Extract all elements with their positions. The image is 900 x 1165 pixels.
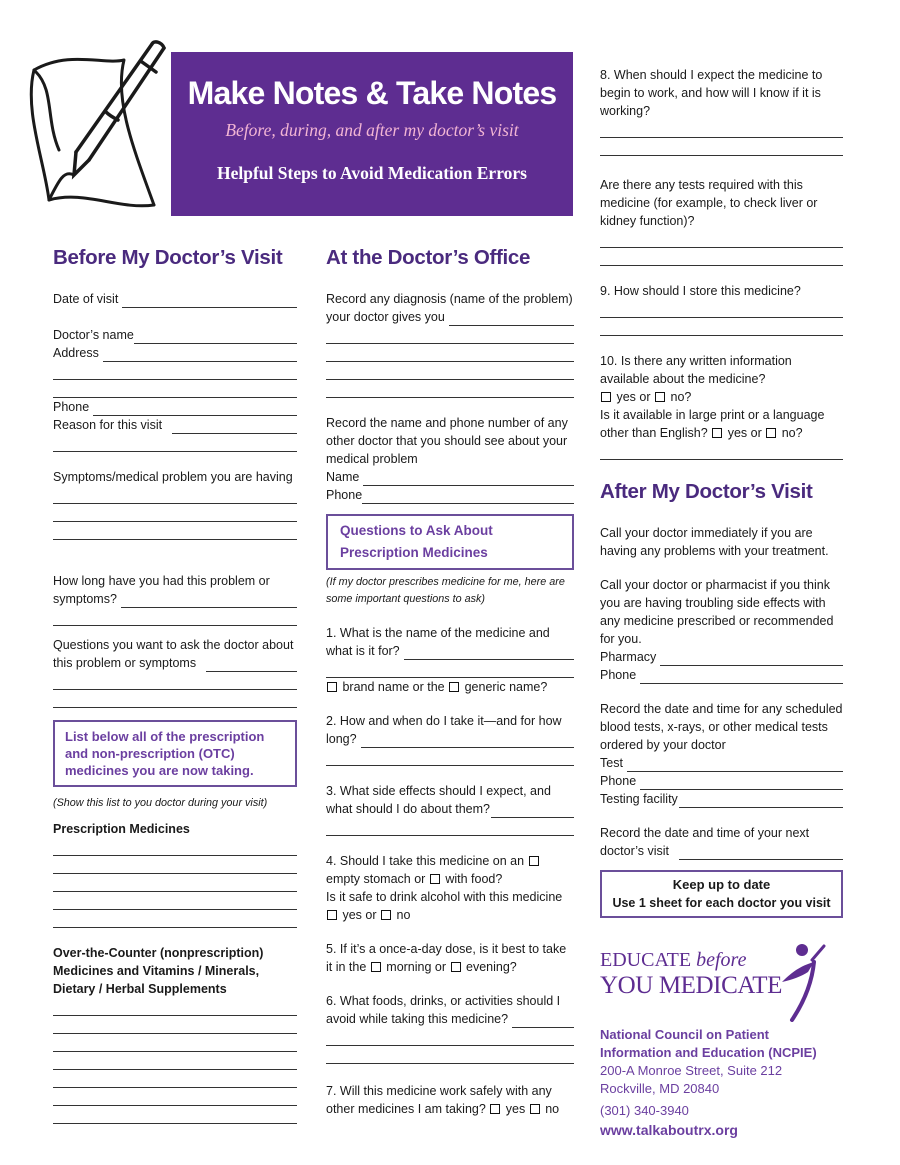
symptoms-line[interactable] [53, 522, 297, 540]
prescription-line[interactable] [53, 874, 297, 892]
otc-heading-2: Medicines and Vitamins / Minerals, [53, 964, 260, 978]
checkbox-icon[interactable] [327, 682, 337, 692]
test-phone-field[interactable] [600, 772, 843, 790]
phone-field[interactable] [53, 398, 297, 416]
prescription-line[interactable] [53, 838, 297, 856]
date-label: Date of visit [53, 292, 119, 306]
checkbox-icon[interactable] [449, 682, 459, 692]
q10-label-2: available about the medicine? [600, 372, 766, 386]
address-line-2: Rockville, MD 20840 [600, 1081, 720, 1096]
q3-label: 3. What side effects should I expect, and [326, 784, 551, 798]
q8-label: 8. When should I expect the medicine to begin to work, and how will I know if it is working? [600, 68, 823, 118]
keep-up-to-date-box [600, 870, 843, 918]
tests-line[interactable] [600, 230, 843, 248]
name-label: Name [326, 470, 360, 484]
q7-label-2: other medicines I am taking? [326, 1102, 486, 1116]
no-label: no? [670, 390, 692, 404]
doctor-office-heading: At the Doctor’s Office [326, 246, 531, 269]
q1-field[interactable] [326, 642, 574, 660]
prescription-heading: Prescription Medicines [53, 822, 190, 836]
call-immediately-text: Call your doctor immediately if you are having any problems with your treatment. [600, 526, 829, 558]
otc-line[interactable] [53, 1106, 297, 1124]
q4-label-3: with food? [445, 872, 503, 886]
address-line[interactable] [53, 380, 297, 398]
q5-label: 5. If it’s a once-a-day dose, is it best to take [326, 942, 567, 956]
title-banner [171, 52, 573, 216]
before-visit-heading: Before My Doctor’s Visit [53, 246, 283, 269]
how-long-label: How long have you had this problem or [53, 574, 270, 588]
no-label: no [545, 1102, 560, 1116]
test-field[interactable] [600, 754, 843, 772]
q1-label-2: what is it for? [326, 644, 400, 658]
diagnosis-line[interactable] [326, 326, 574, 344]
checkbox-icon[interactable] [327, 910, 337, 920]
no-label: no [396, 908, 411, 922]
q3-line[interactable] [326, 818, 574, 836]
q6-label: 6. What foods, drinks, or activities should I [326, 994, 561, 1008]
yes-label: yes or [342, 908, 377, 922]
questions-box [326, 514, 574, 570]
facility-label: Testing facility [600, 792, 678, 806]
yes-label: yes or [616, 390, 651, 404]
otc-line[interactable] [53, 1088, 297, 1106]
q3-field[interactable] [326, 800, 574, 818]
keep-up-title: Keep up to date [672, 877, 771, 892]
otc-line[interactable] [53, 1070, 297, 1088]
q9-label: 9. How should I store this medicine? [600, 284, 801, 298]
q10-line[interactable] [600, 442, 843, 460]
pharmacy-label: Pharmacy [600, 650, 657, 664]
phone-label: Phone [53, 400, 90, 414]
questions-label: Questions you want to ask the doctor about [53, 638, 294, 652]
diagnosis-line[interactable] [326, 362, 574, 380]
q7-label: 7. Will this medicine work safely with any [326, 1084, 552, 1098]
prescription-line[interactable] [53, 910, 297, 928]
q4-options [326, 870, 574, 888]
generic-label: generic name? [464, 680, 548, 694]
next-visit-label-2: doctor’s visit [600, 844, 670, 858]
next-visit-label: Record the date and time of your next [600, 826, 810, 840]
pharmacy-field[interactable] [600, 648, 843, 666]
after-visit-column [600, 66, 843, 1140]
questions-note: (If my doctor prescribes medicine for me, here are some important questions to ask) [326, 576, 565, 605]
q3-label-2: what should I do about them? [326, 802, 491, 816]
checkbox-icon[interactable] [766, 428, 776, 438]
logo-line-2: YOU MEDICATE [600, 972, 782, 999]
keep-up-subtitle: Use 1 sheet for each doctor you visit [612, 896, 831, 910]
other-doctor-phone-field[interactable] [326, 486, 574, 504]
checkbox-icon[interactable] [712, 428, 722, 438]
q1-label: 1. What is the name of the medicine and [326, 626, 550, 640]
address-line-1: 200-A Monroe Street, Suite 212 [600, 1063, 783, 1078]
checkbox-icon[interactable] [529, 856, 539, 866]
phone-number: (301) 340-3940 [600, 1103, 689, 1118]
q4-label [326, 852, 574, 870]
test-label: Test [600, 756, 623, 770]
questions-field[interactable] [53, 654, 297, 672]
pharmacy-phone-field[interactable] [600, 666, 843, 684]
how-long-line[interactable] [53, 608, 297, 626]
checkbox-icon[interactable] [451, 962, 461, 972]
otc-line[interactable] [53, 1052, 297, 1070]
q6-line[interactable] [326, 1028, 574, 1046]
otc-line[interactable] [53, 998, 297, 1016]
q2-label-2: long? [326, 732, 357, 746]
tests-label: Are there any tests required with this medicine (for example, to check liver or kidney function)? [600, 178, 818, 228]
testing-facility-field[interactable] [600, 790, 843, 808]
phone-label: Phone [600, 668, 637, 682]
next-visit-field[interactable] [600, 842, 843, 860]
after-visit-heading: After My Doctor’s Visit [600, 480, 813, 503]
phone-label: Phone [600, 774, 637, 788]
address-label: Address [53, 346, 99, 360]
questions-box-title: Questions to Ask About Prescription Medicines [340, 523, 493, 560]
yes-label: yes [505, 1102, 526, 1116]
yes-label: yes or [727, 426, 762, 440]
otc-heading: Over-the-Counter (nonprescription) [53, 946, 264, 960]
diagnosis-label-2: your doctor gives you [326, 310, 445, 324]
how-long-field[interactable] [53, 590, 297, 608]
reason-line[interactable] [53, 434, 297, 452]
reason-label: Reason for this visit [53, 418, 163, 432]
before-visit-column [53, 246, 297, 1124]
q10-label-4: other than English? [600, 426, 708, 440]
date-field[interactable] [53, 290, 297, 308]
logo-before: before [696, 949, 747, 971]
diagnosis-line[interactable] [326, 380, 574, 398]
other-doctor-label: Record the name and phone number of any other doctor that you should see about your medical problem [326, 416, 568, 466]
doctor-office-column [326, 246, 574, 1118]
tests-line[interactable] [600, 248, 843, 266]
q6-label-2: avoid while taking this medicine? [326, 1012, 509, 1026]
checkbox-icon[interactable] [371, 962, 381, 972]
q9-line[interactable] [600, 318, 843, 336]
q2-label: 2. How and when do I take it—and for how [326, 714, 562, 728]
checkbox-icon[interactable] [430, 874, 440, 884]
q8-line[interactable] [600, 120, 843, 138]
medicine-list-box [53, 720, 297, 787]
brand-label: brand name or the [342, 680, 445, 694]
questions-line[interactable] [53, 690, 297, 708]
record-tests-text: Record the date and time for any scheduled blood tests, x-rays, or other medical tests ordered by your doctor [600, 702, 843, 752]
checkbox-icon[interactable] [490, 1104, 500, 1114]
page-title: Make Notes & Take Notes [187, 75, 557, 111]
doctor-name-field[interactable] [53, 326, 297, 344]
questions-label-2: this problem or symptoms [53, 656, 197, 670]
checkbox-icon[interactable] [530, 1104, 540, 1114]
logo-educate: EDUCATE [600, 949, 692, 971]
q5-label-2: it in the [326, 960, 367, 974]
symptoms-label: Symptoms/medical problem you are having [53, 470, 293, 484]
otc-line[interactable] [53, 1034, 297, 1052]
diagnosis-field[interactable] [326, 308, 574, 326]
page-tagline: Helpful Steps to Avoid Medication Errors [217, 163, 527, 183]
q10-label: 10. Is there any written information [600, 354, 792, 368]
questions-line[interactable] [53, 672, 297, 690]
q5-options [326, 958, 574, 976]
q4-alcohol-options [326, 906, 574, 924]
q10-options-2 [600, 424, 843, 442]
checkbox-icon[interactable] [601, 392, 611, 402]
pen-paper-icon [14, 40, 174, 220]
reason-field[interactable] [53, 416, 297, 434]
q4-label-2: empty stomach or [326, 872, 426, 886]
otc-line[interactable] [53, 1016, 297, 1034]
q10-label-3: Is it available in large print or a language [600, 408, 825, 422]
other-doctor-name-field[interactable] [326, 468, 574, 486]
diagnosis-line[interactable] [326, 344, 574, 362]
q6-line[interactable] [326, 1046, 574, 1064]
show-list-note: (Show this list to you doctor during your visit) [53, 797, 268, 809]
no-label: no? [781, 426, 803, 440]
q8-line[interactable] [600, 138, 843, 156]
q4-label-1: 4. Should I take this medicine on an [326, 854, 525, 868]
page-subtitle: Before, during, and after my doctor’s visit [225, 120, 519, 140]
morning-label: morning or [386, 960, 447, 974]
checkbox-icon[interactable] [655, 392, 665, 402]
doctor-label: Doctor’s name [53, 328, 134, 342]
q7-options [326, 1100, 574, 1118]
q9-line[interactable] [600, 300, 843, 318]
call-pharmacist-text: Call your doctor or pharmacist if you think you are having troubling side effects with any medicine prescribed or recommended for you. [600, 578, 834, 646]
educate-logo [600, 948, 843, 1026]
diagnosis-label: Record any diagnosis (name of the problem) [326, 292, 573, 306]
prescription-line[interactable] [53, 856, 297, 874]
q4-alcohol-label: Is it safe to drink alcohol with this medicine [326, 890, 563, 904]
website-link[interactable]: www.talkaboutrx.org [600, 1122, 738, 1138]
q2-line[interactable] [326, 748, 574, 766]
q1-line[interactable] [326, 660, 574, 678]
prescription-line[interactable] [53, 892, 297, 910]
checkbox-icon[interactable] [381, 910, 391, 920]
evening-label: evening? [466, 960, 517, 974]
q2-field[interactable] [326, 730, 574, 748]
q6-field[interactable] [326, 1010, 574, 1028]
symptoms-line[interactable] [53, 504, 297, 522]
how-long-label-2: symptoms? [53, 592, 117, 606]
medicine-list-instructions: List below all of the prescription and non-prescription (OTC) medicines you are now taking. [65, 729, 265, 778]
address-field[interactable] [53, 344, 297, 362]
otc-heading-3: Dietary / Herbal Supplements [53, 982, 227, 996]
phone-label: Phone [326, 488, 363, 502]
q10-options [600, 388, 843, 406]
q1-checkboxes [326, 678, 574, 696]
address-line[interactable] [53, 362, 297, 380]
symptoms-line[interactable] [53, 486, 297, 504]
org-name: National Council on Patient [600, 1027, 770, 1042]
person-figure-icon [778, 942, 828, 1022]
org-name-2: Information and Education (NCPIE) [600, 1045, 817, 1060]
